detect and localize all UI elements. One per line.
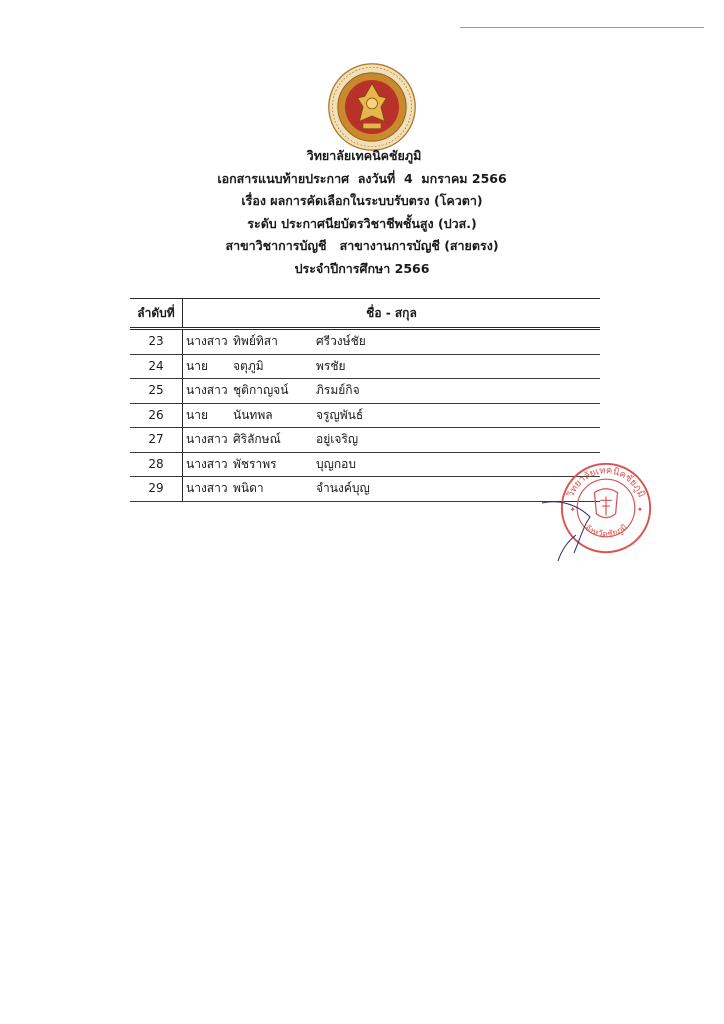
order-no: 25	[130, 379, 183, 403]
order-no: 26	[130, 404, 183, 428]
table-row	[130, 379, 600, 404]
order-no: 28	[130, 453, 183, 477]
name-title: นางสาว	[186, 481, 228, 495]
order-no: 27	[130, 428, 183, 452]
name-title: นางสาว	[186, 383, 228, 397]
first-name: ชุติกาญจน์	[233, 383, 289, 397]
last-name: พรชัย	[316, 358, 346, 373]
last-name: บุญกอบ	[316, 456, 356, 471]
college-emblem-icon	[327, 62, 417, 152]
stamp-text-top: วิทยาลัยเทคนิคชัยภูมิ	[565, 465, 647, 500]
name-title: นางสาว	[186, 334, 228, 348]
results-table	[130, 298, 600, 502]
stamp-text-bottom: จังหวัดชัยภูมิ	[582, 522, 630, 540]
table-row	[130, 330, 600, 355]
name-title: นางสาว	[186, 456, 228, 471]
table-row	[130, 355, 600, 380]
order-no: 23	[130, 330, 183, 354]
order-no: 29	[130, 477, 183, 501]
program-line: สาขาวิชาการบัญชี สาขางานการบัญชี (สายตรง)	[225, 238, 499, 253]
header-order-no: ลำดับที่	[130, 299, 183, 327]
signature-mark	[540, 495, 600, 565]
svg-text:✦: ✦	[636, 504, 644, 514]
level-line: ระดับ ประกาศนียบัตรวิชาชีพชั้นสูง (ปวส.)	[247, 215, 477, 231]
name-title: นาย	[186, 407, 208, 422]
last-name: จำนงค์บุญ	[316, 481, 370, 495]
first-name: พนิดา	[233, 481, 264, 495]
order-no: 24	[130, 355, 183, 379]
last-name: อยู่เจริญ	[316, 432, 359, 446]
first-name: ศิริลักษณ์	[233, 432, 281, 446]
subject-line: เรื่อง ผลการคัดเลือกในระบบรับตรง (โควตา)	[241, 193, 483, 208]
document-header	[0, 145, 724, 280]
header-full-name: ชื่อ - สกุล	[366, 306, 417, 320]
last-name: ภิรมย์กิจ	[316, 383, 360, 397]
first-name: นันทพล	[233, 407, 273, 422]
svg-text:✦: ✦	[569, 504, 576, 514]
first-name: ทิพย์ทิสา	[233, 334, 278, 348]
academic-year-line: ประจำปีการศึกษา 2566	[294, 260, 430, 276]
name-title: นาย	[186, 358, 208, 373]
table-row	[130, 428, 600, 453]
table-row	[130, 477, 600, 502]
last-name: จรูญพันธ์	[316, 407, 364, 422]
last-name: ศรีวงษ์ชัย	[316, 334, 366, 348]
attachment-date-line: เอกสารแนบท้ายประกาศ ลงวันที่ 4 มกราคม 2566	[217, 170, 507, 186]
table-header	[130, 298, 600, 330]
name-title: นางสาว	[186, 432, 228, 446]
scan-edge-line	[460, 27, 704, 28]
table-row	[130, 404, 600, 429]
table-row	[130, 453, 600, 478]
first-name: จตุภูมิ	[233, 358, 264, 373]
college-name: วิทยาลัยเทคนิคชัยภูมิ	[306, 148, 422, 163]
first-name: พัชราพร	[233, 456, 277, 471]
